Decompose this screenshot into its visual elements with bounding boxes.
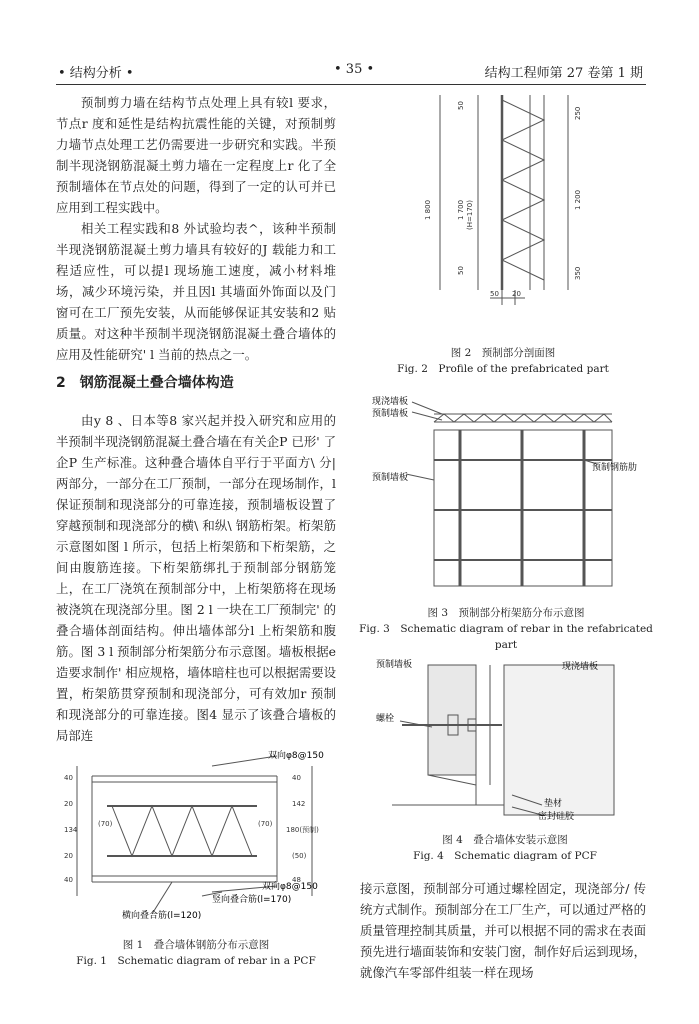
fig3-label-precast-left: 预制墙板: [372, 473, 409, 483]
fig1-label-top: 双向φ8@150: [268, 751, 324, 761]
fig1-dim-right-5: 48: [292, 876, 301, 884]
fig1-dim-left-4: 20: [64, 852, 73, 860]
fig3-label-cast: 现浇墙板: [372, 397, 409, 407]
fig2-dim-right-1: 250: [574, 106, 582, 120]
fig4-label-cast: 现浇墙板: [562, 662, 599, 672]
fig4-label-pad: 垫材: [544, 799, 563, 809]
fig1-dim-right-1: 40: [292, 774, 301, 782]
fig1-dim-left-5: 40: [64, 876, 73, 884]
fig1-dim-right-2: 142: [292, 800, 306, 808]
figure-4-drawing: [372, 655, 642, 825]
right-column-bottom: [360, 878, 646, 983]
figure-2-drawing: [420, 90, 600, 340]
fig2-caption-en: Fig. 2 Profile of the prefabricated part: [397, 363, 609, 375]
fig2-dim-right-3: 350: [574, 266, 582, 280]
fig4-label-seal: 密封硅胶: [538, 812, 575, 822]
fig1-caption-en: Fig. 1 Schematic diagram of rebar in a PCF: [76, 955, 316, 967]
fig1-dim-left-3: 134: [64, 826, 78, 834]
left-column-top: [56, 92, 336, 365]
fig2-dim-mid-2: 1 700: [457, 199, 465, 220]
fig1-dim-left-1: 40: [64, 774, 73, 782]
figure-3-caption: [356, 605, 656, 653]
figure-1-caption: [56, 937, 336, 969]
fig3-label-precast-top: 预制墙板: [372, 409, 409, 419]
header-rule: [56, 84, 646, 85]
fig4-label-bolt: 螺栓: [376, 714, 395, 724]
paragraph-3: 由y 8 、日本等8 家兴起并投入研究和应用的半预制半现浇钢筋混凝土叠合墙在有关企P 已形' 了企P 生产标准。这种叠合墙体自平行于平面方\ 分| 两部分，一部分在工厂预制，一部分在现场制作，l 保证预制和现浇部分的可靠连接，预制墙板设置了穿越预制和现浇部分的横\ 和纵\ 钢筋桁架。桁架筋示意图如图 l 所示，包括上桁架筋和下桁架筋，之间由腹筋连接。下桁架筋绑扎于预制部分钢筋笼上，在工厂浇筑在预制部分中，上桁架筋将在现场被浇筑在现浇部分里。图 2 l 一块在工厂预制完' 的叠合墙体剖面结构。伸出墙体部分l 上桁架筋和腹筋。图 3 l 预制部分桁架筋分布示意图。墙板根据e 造要求制作' 相应规格，墙体暗柱也可以根据需要设置，桁架筋贯穿预制和现浇部分，可有效加r 预制和现浇部分的可靠连接。图4 显示了该叠合墙板的局部连: [56, 413, 336, 743]
figure-4-caption: [360, 832, 650, 864]
fig1-dim-mid-2: (70): [258, 820, 273, 828]
section-heading: 2 钢筋混凝土叠合墙体构造: [56, 375, 234, 391]
paragraph-continuation: 接示意图，预制部分可通过螺栓固定，现浇部分/ 传统方式制作。预制部分在工厂生产，可以通过严格的质量管理控制其质量，并可以根据不同的需求在表面预先进行墙面装饰和安装门窗，制作好后运到现场，就像汽车零部件组装一样在现场: [360, 881, 646, 980]
fig3-label-rebar: 预制钢筋肋: [592, 463, 638, 473]
fig4-label-precast: 预制墙板: [376, 660, 413, 670]
fig2-dim-mid-3: (H=170): [466, 200, 474, 230]
fig2-dim-bottom-2: 20: [512, 290, 521, 298]
fig1-dim-left-2: 20: [64, 800, 73, 808]
fig4-caption-cn: 图 4 叠合墙体安装示意图: [442, 834, 568, 846]
figure-1-drawing: [62, 746, 334, 926]
fig3-caption-cn: 图 3 预制部分桁架筋分布示意图: [427, 607, 585, 619]
fig2-dim-right-2: 1 200: [574, 189, 582, 210]
fig2-dim-left: 1 800: [424, 199, 432, 220]
fig2-dim-mid-1: 50: [457, 101, 465, 110]
fig2-caption-cn: 图 2 预制部分剖面图: [450, 347, 556, 359]
paragraph-1: 预制剪力墙在结构节点处理上具有较l 要求，节点r 度和延性是结构抗震性能的关键，对预制剪力墙节点处理工艺仍需要进一步研究和实践。半预制半现浇钢筋混凝土剪力墙在一定程度上r 化了全预制墙体在节点处的问题，得到了一定的认可并已应用到工程实践中。: [56, 95, 336, 215]
left-column-bottom: [56, 410, 336, 746]
figure-2-caption: [360, 345, 646, 377]
fig1-caption-cn: 图 1 叠合墙体钢筋分布示意图: [122, 939, 270, 951]
fig1-label-vertical: 竖向叠合筋(l=170): [212, 895, 292, 905]
fig1-dim-mid-1: (70): [98, 820, 113, 828]
fig2-dim-mid-4: 50: [457, 266, 465, 275]
fig1-dim-right-4: (50): [292, 852, 307, 860]
fig1-dim-right-3: 180(预制): [286, 826, 319, 834]
fig2-dim-bottom-1: 50: [490, 290, 499, 298]
fig3-caption-en: Fig. 3 Schematic diagram of rebar in the refabricated part: [359, 623, 653, 651]
fig1-label-bottom: 双向φ8@150: [262, 882, 318, 892]
fig1-label-horizontal: 横向叠合筋(l=120): [122, 911, 202, 921]
running-header-left: • 结构分析 •: [58, 66, 134, 81]
page-number: • 35 •: [334, 62, 375, 77]
figure-3-drawing: [372, 390, 642, 600]
fig4-caption-en: Fig. 4 Schematic diagram of PCF: [413, 850, 597, 862]
running-header-right: 结构工程师第 27 卷第 1 期: [484, 66, 643, 81]
paragraph-2: 相关工程实践和8 外试验均表^，该种半预制半现浇钢筋混凝土剪力墙具有较好的J 载能力和工程适应性，可以提l 现场施工速度，减小材料堆场，减少环境污染，并且因l 其墙面外饰面以及门窗可在工厂预先安装，从而能够保证其安装和2 贴质量。对这种半预制半现浇钢筋混凝土叠合墙体的应用及性能研究' l 当前的热点之一。: [56, 221, 336, 362]
